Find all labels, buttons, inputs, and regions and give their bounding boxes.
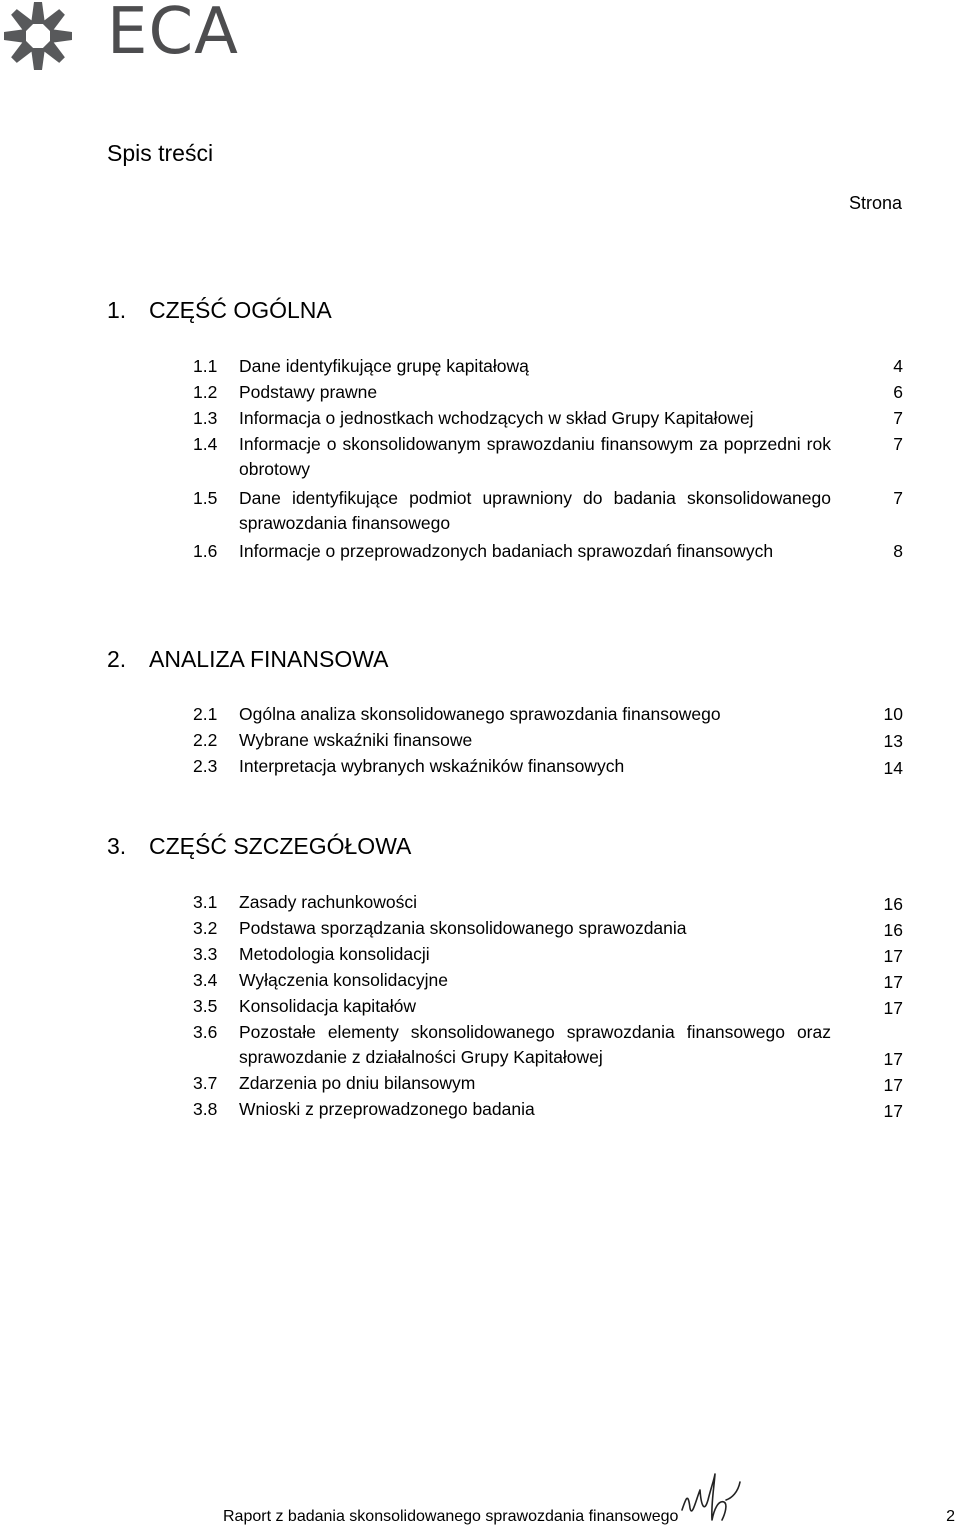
entry-number: 1.3 (193, 408, 218, 428)
entry-page: 13 (883, 731, 903, 751)
entry-page: 14 (883, 758, 903, 778)
entry-number: 2.2 (193, 730, 218, 750)
section-heading (107, 833, 411, 860)
toc-entry[interactable] (193, 890, 903, 915)
toc-entry[interactable] (193, 994, 903, 1019)
entry-number: 3.6 (193, 1022, 218, 1042)
toc-entry[interactable] (193, 728, 903, 753)
toc-entry[interactable] (193, 754, 903, 779)
entry-number: 2.3 (193, 756, 218, 776)
section-number: 2. (107, 646, 127, 672)
section-title: ANALIZA FINANSOWA (149, 646, 389, 672)
entry-number: 1.6 (193, 541, 218, 561)
toc-entry[interactable] (193, 1097, 903, 1122)
toc-entry[interactable] (193, 1071, 903, 1096)
entry-title: Informacje o przeprowadzonych badaniach sprawozdań finansowych (239, 541, 774, 561)
section-title: CZĘŚĆ SZCZEGÓŁOWA (149, 833, 412, 859)
entry-number: 1.4 (193, 434, 218, 454)
entry-title: Wyłączenia konsolidacyjne (239, 970, 448, 990)
entry-title: Metodologia konsolidacji (239, 944, 430, 964)
entry-title: Konsolidacja kapitałów (239, 996, 417, 1016)
page-number: 2 (946, 1508, 955, 1525)
entry-number: 3.3 (193, 944, 218, 964)
entry-title: Wnioski z przeprowadzonego badania (239, 1099, 535, 1119)
entry-title: Pozostałe elementy skonsolidowanego sprawozdania finansowego oraz sprawozdanie z działalności Grupy Kapitałowej (239, 1022, 831, 1067)
section-number: 1. (107, 297, 127, 323)
toc-title: Spis treści (107, 140, 214, 166)
section-title: CZĘŚĆ OGÓLNA (149, 297, 332, 323)
entry-page: 7 (893, 488, 903, 508)
entry-page: 7 (893, 408, 903, 428)
entry-number: 1.2 (193, 382, 218, 402)
entry-page: 8 (893, 541, 903, 561)
toc-entry[interactable] (193, 406, 903, 431)
entry-title: Informacje o skonsolidowanym sprawozdaniu finansowym za poprzedni rok obrotowy (239, 434, 831, 479)
entry-page: 7 (893, 434, 903, 454)
toc-entry[interactable] (193, 916, 903, 941)
entry-page: 17 (883, 1101, 903, 1121)
entry-page: 17 (883, 972, 903, 992)
entry-page: 17 (883, 998, 903, 1018)
entry-number: 3.7 (193, 1073, 218, 1093)
entry-title: Dane identyfikujące podmiot uprawniony do badania skonsolidowanego sprawozdania finansowego (239, 488, 831, 533)
entry-number: 3.5 (193, 996, 218, 1016)
toc-entry[interactable] (193, 432, 903, 482)
toc-entry[interactable] (193, 354, 903, 379)
entry-page: 17 (883, 946, 903, 966)
entry-page: 4 (893, 356, 903, 376)
entry-title: Wybrane wskaźniki finansowe (239, 730, 473, 750)
toc-entry[interactable] (193, 1020, 903, 1070)
entry-title: Ogólna analiza skonsolidowanego sprawozdania finansowego (239, 704, 721, 724)
toc-entry[interactable] (193, 486, 903, 536)
section-number: 3. (107, 833, 127, 859)
entry-number: 3.8 (193, 1099, 218, 1119)
entry-title: Zasady rachunkowości (239, 892, 417, 912)
entry-number: 3.2 (193, 918, 218, 938)
page-column-label: Strona (848, 193, 902, 213)
entry-title: Podstawy prawne (239, 382, 378, 402)
entry-title: Informacja o jednostkach wchodzących w skład Grupy Kapitałowej (239, 408, 754, 428)
signature-initials (678, 1470, 748, 1526)
entry-page: 10 (883, 704, 903, 724)
section-heading (107, 297, 332, 324)
entry-title: Podstawa sporządzania skonsolidowanego sprawozdania (239, 918, 687, 938)
entry-number: 3.4 (193, 970, 218, 990)
toc-entry[interactable] (193, 380, 903, 405)
entry-number: 1.5 (193, 488, 218, 508)
entry-page: 6 (893, 382, 903, 402)
entry-number: 2.1 (193, 704, 218, 724)
toc-entry[interactable] (193, 968, 903, 993)
entry-page: 16 (883, 894, 903, 914)
entry-number: 3.1 (193, 892, 218, 912)
entry-page: 17 (883, 1049, 903, 1069)
entry-title: Zdarzenia po dniu bilansowym (239, 1073, 476, 1093)
brand-name: ECA (107, 0, 239, 69)
entry-page: 17 (883, 1075, 903, 1095)
entry-number: 1.1 (193, 356, 218, 376)
entry-page: 16 (883, 920, 903, 940)
entry-title: Dane identyfikujące grupę kapitałową (239, 356, 529, 376)
toc-entry[interactable] (193, 702, 903, 727)
eca-logo (0, 0, 240, 78)
section-heading (107, 646, 388, 673)
toc-entry[interactable] (193, 942, 903, 967)
star-logo-icon (0, 0, 84, 78)
footer-text: Raport z badania skonsolidowanego sprawozdania finansowego (223, 1508, 679, 1525)
toc-entry[interactable] (193, 539, 903, 564)
entry-title: Interpretacja wybranych wskaźników finansowych (239, 756, 625, 776)
